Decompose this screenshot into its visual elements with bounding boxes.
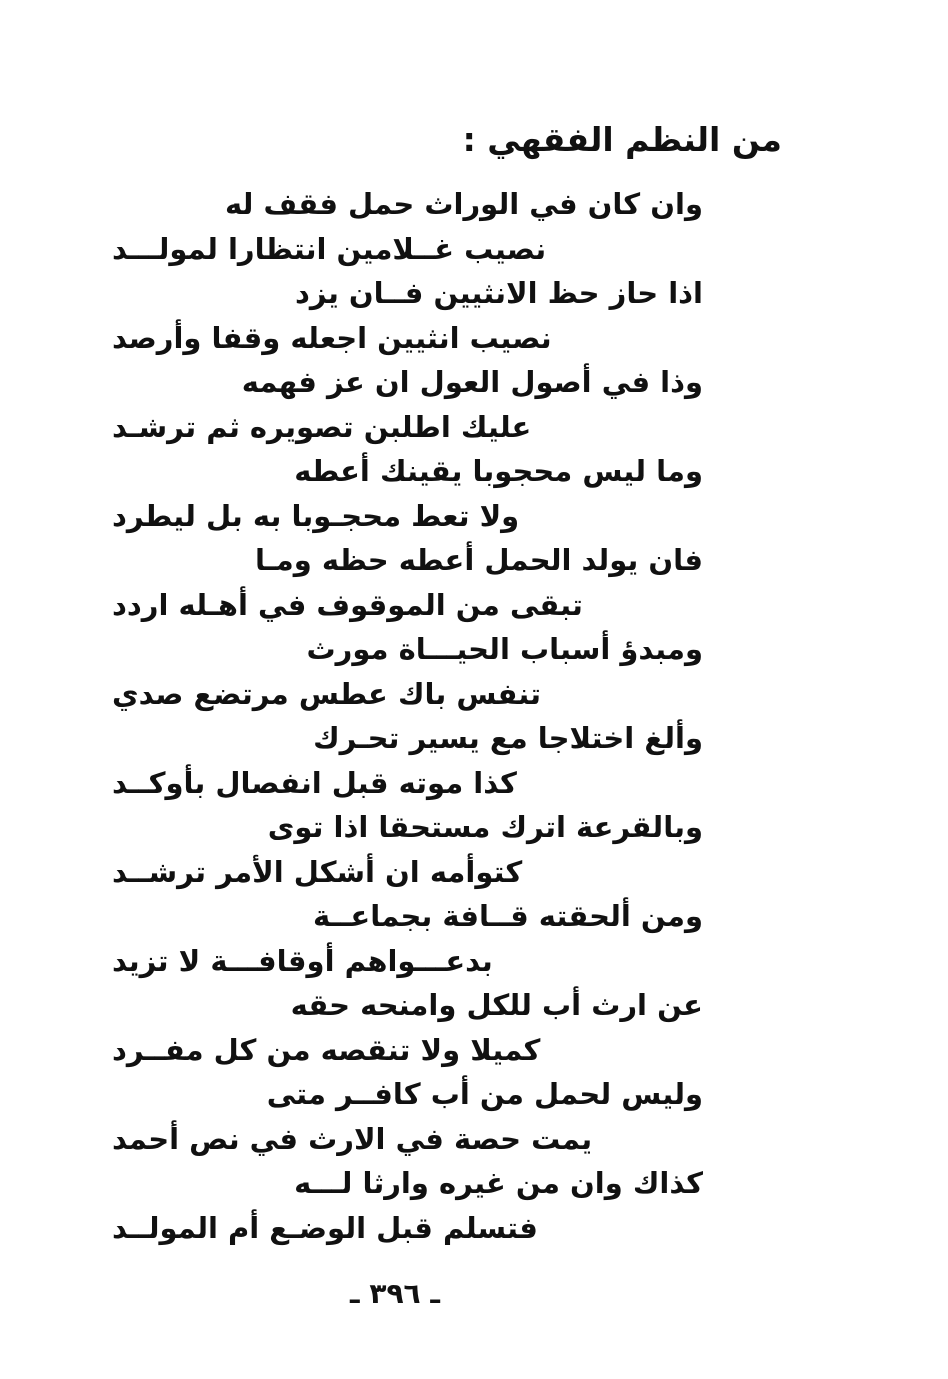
verse-text: كذاك وان من غيره وارثا لـــه bbox=[294, 1166, 703, 1200]
verse-text: كتوأمه ان أشكل الأمر ترشــد bbox=[112, 854, 523, 889]
verse-text: كميلا ولا تنقصه من كل مفــرد bbox=[112, 1032, 541, 1067]
verse-text: يمت حصة في الارث في نص أحمد bbox=[112, 1121, 593, 1156]
verse-text: ومبدؤ أسباب الحيـــاة مورث bbox=[306, 632, 703, 666]
verse-text: وليس لحمل من أب كافــر متى bbox=[266, 1077, 703, 1111]
verse-line bbox=[0, 538, 948, 583]
poem-verses bbox=[0, 182, 948, 1250]
verse-text: كذا موته قبل انفصال بأوكــد bbox=[112, 765, 517, 800]
verse-line bbox=[0, 805, 948, 850]
verse-text: ومن ألحقته قــافة بجماعــة bbox=[312, 899, 703, 933]
verse-text: وذا في أصول العول ان عز فهمه bbox=[241, 365, 703, 399]
verse-text: وما ليس محجوبا يقينك أعطه bbox=[294, 454, 703, 488]
verse-line bbox=[0, 316, 948, 361]
verse-text: نصيب انثيين اجعله وقفا وأرصد bbox=[112, 320, 552, 355]
section-heading: من النظم الفقهي : bbox=[462, 120, 782, 159]
verse-line bbox=[0, 761, 948, 806]
verse-text: فتسلم قبل الوضـع أم المولــد bbox=[112, 1210, 538, 1245]
verse-text: ولا تعط محجـوبا به بل ليطرد bbox=[112, 498, 520, 533]
verse-line bbox=[0, 672, 948, 717]
verse-line bbox=[0, 360, 948, 405]
verse-text: اذا حاز حظ الانثيين فــان يزد bbox=[295, 276, 703, 310]
verse-text: عليك اطلبن تصويره ثم ترشـد bbox=[112, 409, 532, 444]
page-number: ـ ٣٩٦ ـ bbox=[350, 1277, 440, 1310]
verse-line bbox=[0, 894, 948, 939]
verse-text: عن ارث أب للكل وامنحه حقه bbox=[290, 988, 703, 1022]
verse-line bbox=[0, 405, 948, 450]
verse-line bbox=[0, 583, 948, 628]
verse-line bbox=[0, 939, 948, 984]
verse-line bbox=[0, 494, 948, 539]
verse-line bbox=[0, 1072, 948, 1117]
verse-line bbox=[0, 1117, 948, 1162]
verse-text: وبالقرعة اترك مستحقا اذا توى bbox=[267, 810, 703, 844]
verse-line bbox=[0, 716, 948, 761]
verse-line bbox=[0, 227, 948, 272]
verse-text: وان كان في الوراث حمل فقف له bbox=[224, 187, 703, 221]
verse-line bbox=[0, 1161, 948, 1206]
verse-line bbox=[0, 1028, 948, 1073]
verse-text: تبقى من الموقوف في أهـله اردد bbox=[112, 587, 583, 622]
verse-line bbox=[0, 850, 948, 895]
verse-line bbox=[0, 627, 948, 672]
verse-line bbox=[0, 983, 948, 1028]
verse-text: تنفس باك عطس مرتضع صدي bbox=[112, 676, 542, 711]
verse-line bbox=[0, 1206, 948, 1251]
verse-text: فان يولد الحمل أعطه حظه ومـا bbox=[255, 543, 703, 577]
verse-text: بدعـــواهم أوقافـــة لا تزيد bbox=[112, 943, 493, 978]
verse-line bbox=[0, 449, 948, 494]
verse-line bbox=[0, 182, 948, 227]
verse-text: وألغ اختلاجا مع يسير تحـرك bbox=[313, 721, 703, 755]
verse-line bbox=[0, 271, 948, 316]
verse-text: نصيب غــلامين انتظارا لمولـــد bbox=[112, 231, 547, 266]
